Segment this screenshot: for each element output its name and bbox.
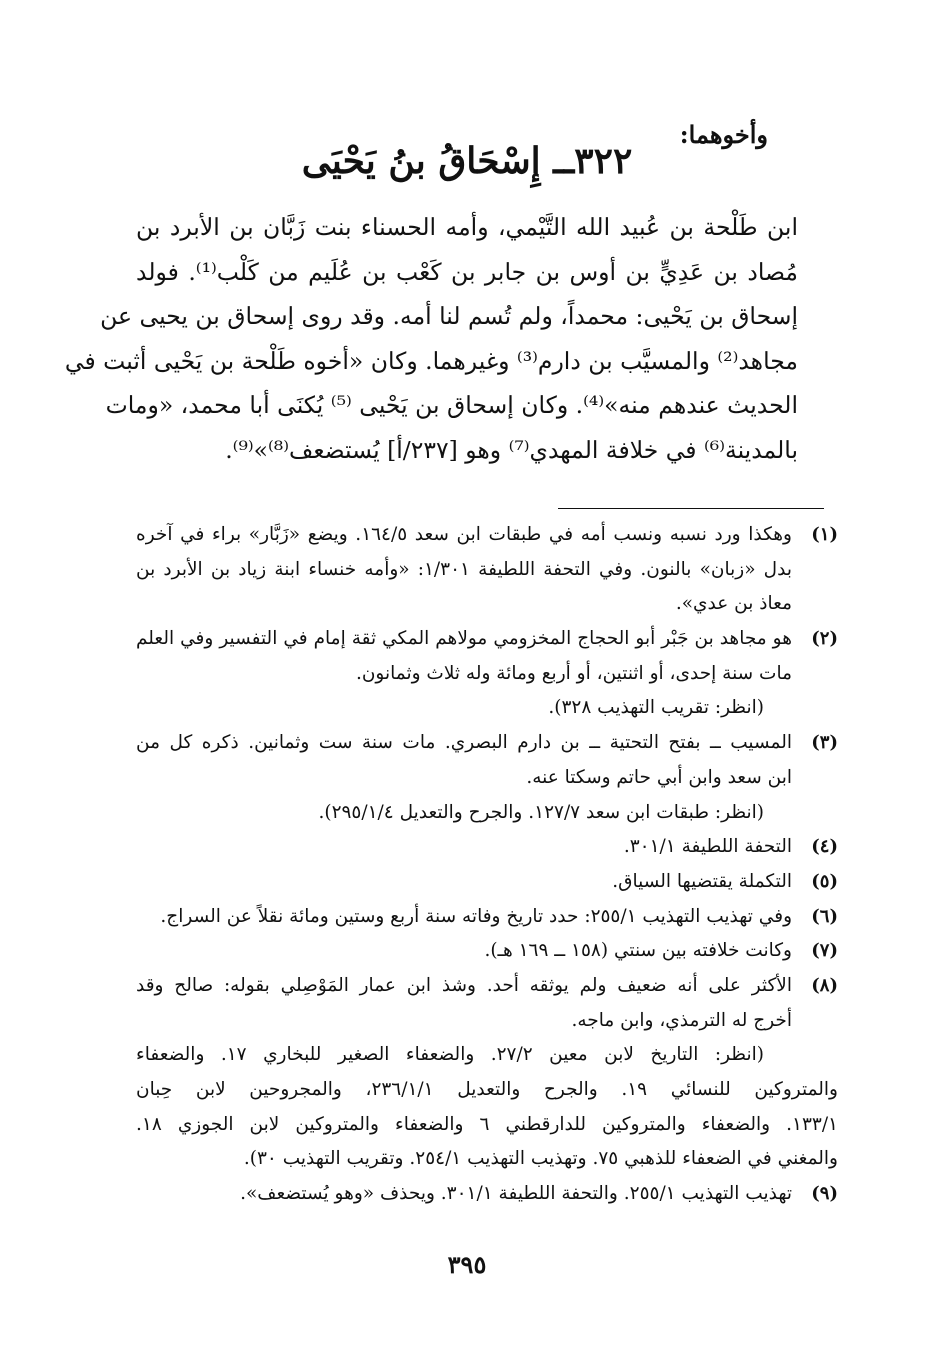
body-line: مجاهد⁽²⁾ والمسيَّب بن دارم⁽³⁾ وغيرهما. وكان «أخوه طَلْحة بن يَحْيى أثبت في [64,346,798,375]
entry-body [64,205,798,472]
footnote-9 [136,1177,838,1212]
footnote-2 [136,622,838,726]
footnote-number: (٥) [811,870,838,892]
footnote-line: والمغني في الضعفاء للذهبي ٧٥. وتهذيب التهذيب ٢٥٤/١. وتقريب التهذيب ٣٠). [243,1148,838,1170]
footnote-line: هو مجاهد بن جَبْر أبو الحجاج المخزومي مولاهم المكي ثقة إمام في التفسير وفي العلم [136,628,792,650]
footnote-line: تهذيب التهذيب ٢٥٥/١. والتحفة اللطيفة ٣٠١/١. ويحذف «وهو يُستضعف». [240,1183,792,1205]
footnote-line: وكانت خلافته بين سنتي (١٥٨ ــ ١٦٩ هـ). [484,940,792,962]
footnote-line: معاذ بن عدي». [675,593,792,615]
footnote-line: وهكذا ورد نسبه ونسب أمه في طبقات ابن سعد ١٦٤/٥. ويضع «زَبَّار» براء في آخره [136,524,792,545]
footnote-7 [136,934,838,969]
body-line: بالمدينة⁽⁶⁾ في خلافة المهدي⁽⁷⁾ وهو [٢٣٧/أ] يُستضعف⁽⁸⁾»⁽⁹⁾. [225,435,798,464]
entry-heading: ٣٢٢ــ إِسْحَاقُ بنُ يَحْيَى [301,140,633,182]
footnote-5 [136,865,838,900]
footnote-number: (٦) [811,905,838,927]
footnote-line: الأكثر على أنه ضعيف ولم يوثقه أحد. وشذ ابن عمار المَوْصِلي بقوله: صالح وقد [136,974,792,996]
footnote-divider [558,508,824,509]
intro-text: وأخوهما: [679,120,768,149]
footnote-number: (٩) [811,1183,838,1205]
footnote-line: التحفة اللطيفة ٣٠١/١. [623,836,792,858]
footnote-6 [136,900,838,935]
footnote-1 [136,518,838,622]
footnotes [136,518,838,1212]
footnote-line: (انظر: طبقات ابن سعد ١٢٧/٧. والجرح والتعديل ٢٩٥/١/٤). [318,801,764,823]
footnote-number: (١) [811,524,838,545]
footnote-number: (٣) [811,732,838,754]
body-line: مُصاد بن عَدِيٍّ بن أوس بن جابر بن كَعْب بن عُلَيم من كَلْب⁽¹⁾. فولد [136,257,798,286]
footnote-number: (٢) [811,628,838,650]
footnote-8 [136,969,838,1177]
footnote-line: والمتروكين للنسائي ١٩. والجرح والتعديل ٢٣٦/١/١، والمجروحين لابن حِبان [136,1079,838,1100]
footnote-number: (٧) [811,940,838,962]
body-line: الحديث عندهم منه»⁽⁴⁾. وكان إسحاق بن يَحْيى ⁽⁵⁾ يُكنَى أبا محمد، «ومات [105,391,798,419]
footnote-line: (انظر: التاريخ لابن معين ٢٧/٢. والضعفاء الصغير للبخاري ١٧. والضعفاء [136,1044,764,1066]
footnote-line: ١٣٣/١. والضعفاء والمتروكين للدارقطني ٦ والضعفاء والمتروكين لابن الجوزي ١٨. [136,1113,838,1135]
footnote-line: المسيب ــ بفتح التحتية ــ بن دارم البصري. مات سنة ست وثمانين. ذكره كل من [136,732,792,754]
footnote-number: (٤) [811,836,838,858]
footnote-line: (انظر: تقريب التهذيب ٣٢٨). [548,697,764,719]
footnote-3 [136,726,838,830]
footnote-line: مات سنة إحدى، أو اثنتين، أو أربع ومائة وله ثلاث وثمانون. [355,662,792,684]
footnote-line: أخرج له الترمذي، وابن ماجه. [571,1009,792,1031]
body-line: إسحاق بن يَحْيى: محمداً، ولم تُسم لنا أمه. وقد روى إسحاق بن يحيى عن [100,302,798,330]
footnote-4 [136,830,838,865]
footnote-line: بدل «زبان» بالنون. وفي التحفة اللطيفة ١/٣٠١: «وأمه خنساء ابنة زياد بن الأبرد بن [136,558,792,580]
footnote-line: التكملة يقتضيها السياق. [612,870,792,892]
body-line: ابن طَلْحة بن عُبيد الله التَّيْمي، وأمه الحسناء بنت زَبَّان بن الأبرد بن [136,213,798,241]
footnote-line: ابن سعد وابن أبي حاتم وسكتا عنه. [526,766,792,788]
footnote-line: وفي تهذيب التهذيب ٢٥٥/١: حدد تاريخ وفاته سنة أربع وستين ومائة نقلاً عن السراج. [160,905,792,927]
page-number: ٣٩٥ [447,1250,487,1279]
footnote-number: (٨) [811,974,838,996]
